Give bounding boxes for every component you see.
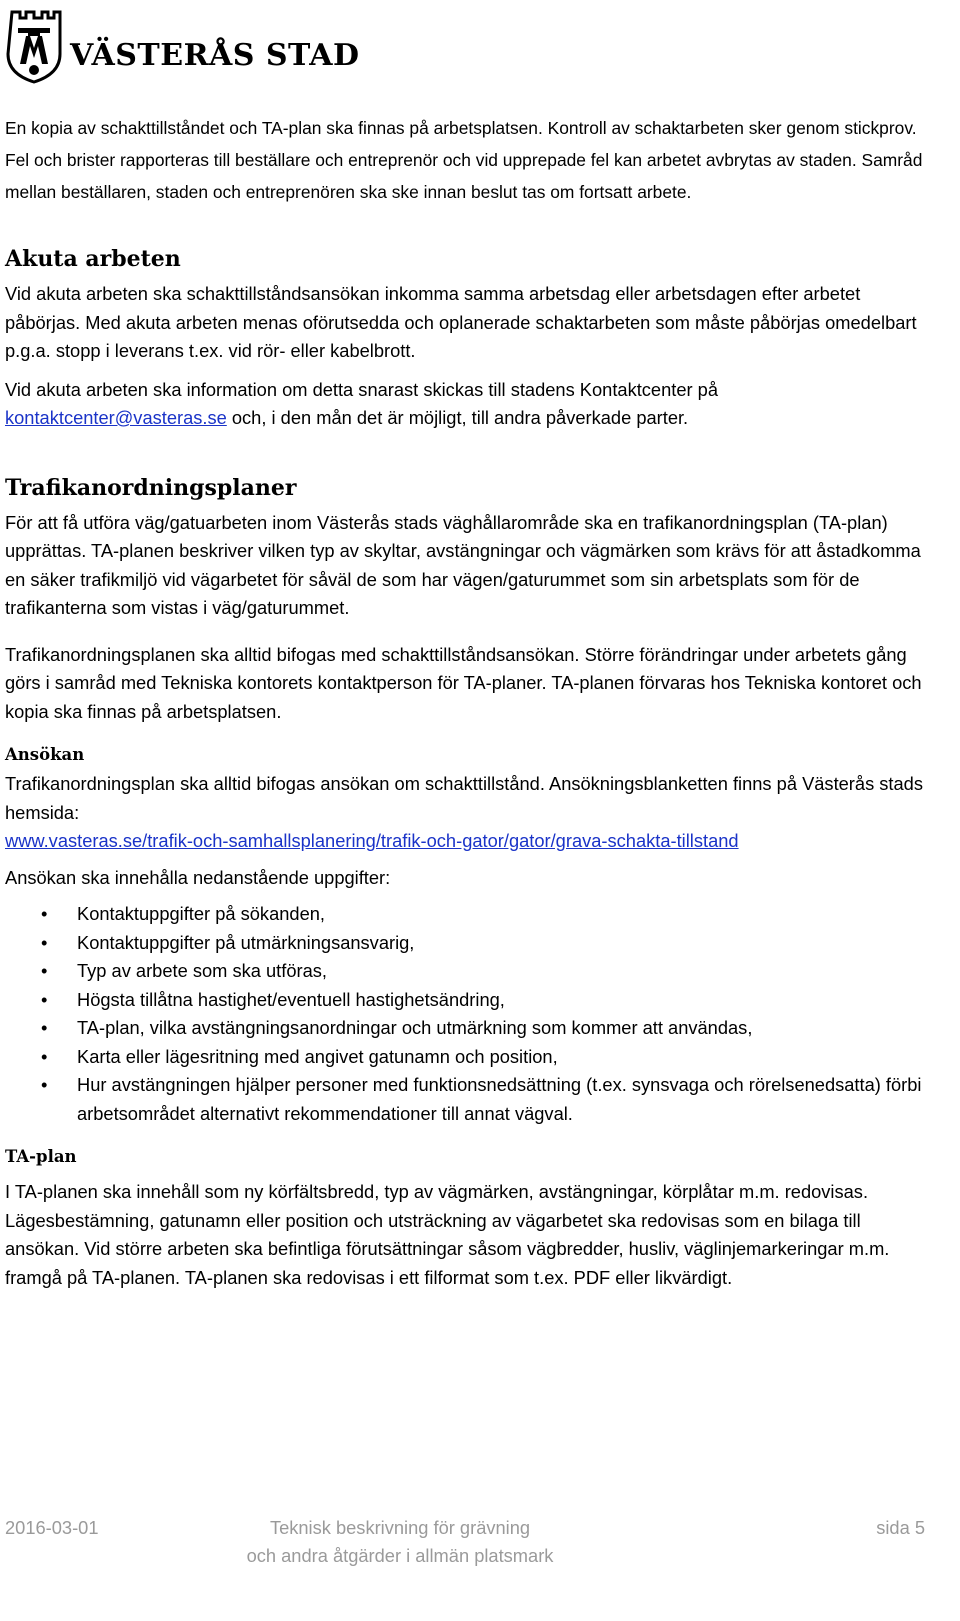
ansokan-list-item [5, 1014, 935, 1043]
ansokan-list-item-text: Kontaktuppgifter på sökanden, [77, 903, 325, 924]
main-content [5, 112, 935, 1292]
kontaktcenter-email-link[interactable]: kontaktcenter@vasteras.se [5, 407, 227, 428]
section-ta-plan [5, 1146, 935, 1292]
section-akuta-arbeten [5, 242, 935, 433]
akuta-p2-text-before: Vid akuta arbeten ska information om detta snarast skickas till stadens Kontaktcenter på [5, 378, 719, 400]
ansokan-list-item-text: Högsta tillåtna hastighet/eventuell hastighetsändring, [77, 988, 505, 1010]
taplan-paragraph-1: I TA-planen ska innehåll som ny körfältsbredd, typ av vägmärken, avstängningar, körplåtar m.m. redovisas. Lägesbestämning, gatunamn eller position och utsträckning av vägarbetet ska redovisas som en bilaga till ansökan. Vid större arbeten ska befintliga förutsättningar såsom vägbredder, husliv, väglinjemarkeringar m.m. framgå på TA-planen. TA-planen ska redovisas i ett filformat som t.ex. PDF eller likvärdigt. [5, 1181, 890, 1288]
ansokan-list-item-text: TA-plan, vilka avstängningsanordningar och utmärkning som kommer att användas, [77, 1017, 753, 1038]
bullet-icon: • [41, 903, 48, 924]
footer-title [5, 1514, 795, 1570]
trafik-paragraph-1: För att få utföra väg/gatuarbeten inom Västerås stads väghållarområde ska en trafikanordningsplan (TA-plan) upprättas. TA-planen beskriver vilken typ av skyltar, avstängningar och vägmärken som krävs för att åstadkomma en säker trafikmiljö vid vägarbetet för såväl de som har vägen/gaturummet som sin arbetsplats som för de trafikanterna som vistas i väg/gaturummet. [5, 511, 921, 618]
ansokan-list-item-text: Karta eller lägesritning med angivet gatunamn och position, [77, 1045, 558, 1067]
ansokan-list-item [5, 1071, 935, 1128]
footer-date: 2016-03-01 [5, 1517, 99, 1538]
footer-title-line-1: Teknisk beskrivning för grävning [269, 1517, 531, 1538]
bullet-icon: • [41, 1074, 48, 1095]
ansokan-paragraph-1: Trafikanordningsplan ska alltid bifogas ansökan om schakttillstånd. Ansökningsblanketten finns på Västerås stads hemsida: [5, 773, 923, 823]
logo [6, 6, 360, 86]
ansokan-list-item [5, 900, 935, 929]
heading-akuta-arbeten: Akuta arbeten [5, 246, 181, 272]
section-ansokan [5, 744, 935, 1128]
intro-paragraph: En kopia av schakttillståndet och TA-plan ska finnas på arbetsplatsen. Kontroll av schaktarbeten sker genom stickprov. Fel och brister rapporteras till beställare och entreprenör och vid upprepade fel kan arbetet avbrytas av staden. Samråd mellan beställaren, staden och entreprenören ska ske innan beslut tas om fortsatt arbete. [5, 118, 923, 202]
ansokan-list-item [5, 1043, 935, 1072]
bullet-icon: • [41, 931, 48, 953]
ansokan-list-item-text: Kontaktuppgifter på utmärkningsansvarig, [77, 931, 415, 953]
ansokan-link-paragraph [5, 827, 935, 856]
ansokan-list-item-text: Hur avstängningen hjälper personer med funktionsnedsättning (t.ex. synsvaga och rörelsenedsatta) förbi arbetsområdet alternativt rekommendationer till annat vägval. [77, 1074, 922, 1124]
footer-title-line-2: och andra åtgärder i allmän platsmark [246, 1545, 554, 1566]
akuta-paragraph-2 [5, 376, 935, 433]
org-name: VÄSTERÅS STAD [70, 38, 360, 73]
ansokan-list-item [5, 957, 935, 986]
ansokan-list-item [5, 929, 935, 958]
akuta-p2-text-after: och, i den mån det är möjligt, till andra påverkade parter. [226, 407, 689, 428]
bullet-icon: • [41, 1045, 48, 1067]
trafik-paragraph-2: Trafikanordningsplanen ska alltid bifogas med schakttillståndsansökan. Större förändringar under arbetets gång görs i samråd med Tekniska kontorets kontaktperson för TA-planer. TA-planen förvaras hos Tekniska kontoret och kopia ska finnas på arbetsplatsen. [5, 643, 922, 722]
heading-trafikanordningsplaner: Trafikanordningsplaner [5, 474, 297, 501]
bullet-icon: • [41, 960, 48, 981]
ansokan-paragraph-2: Ansökan ska innehålla nedanstående uppgifter: [5, 866, 391, 888]
ansokan-list-item [5, 986, 935, 1015]
bullet-icon: • [41, 988, 48, 1010]
city-crest-icon [6, 6, 62, 84]
grava-schakta-tillstand-link[interactable]: www.vasteras.se/trafik-och-samhallsplanering/trafik-och-gator/gator/grava-schakta-tillstand [5, 830, 739, 851]
akuta-paragraph-1: Vid akuta arbeten ska schakttillståndsansökan inkomma samma arbetsdag eller arbetsdagen efter arbetet påbörjas. Med akuta arbeten menas oförutsedda och oplanerade schaktarbeten som måste påbörjas omedelbart p.g.a. stopp i leverans t.ex. vid rör- eller kabelbrott. [5, 283, 917, 361]
ansokan-list-item-text: Typ av arbete som ska utföras, [77, 960, 327, 981]
ansokan-bullet-list [5, 900, 935, 1128]
section-trafikanordningsplaner [5, 471, 935, 727]
bullet-icon: • [41, 1017, 48, 1038]
footer-page-number: sida 5 [876, 1517, 925, 1538]
heading-ta-plan: TA-plan [5, 1147, 77, 1166]
heading-ansokan: Ansökan [5, 745, 85, 764]
